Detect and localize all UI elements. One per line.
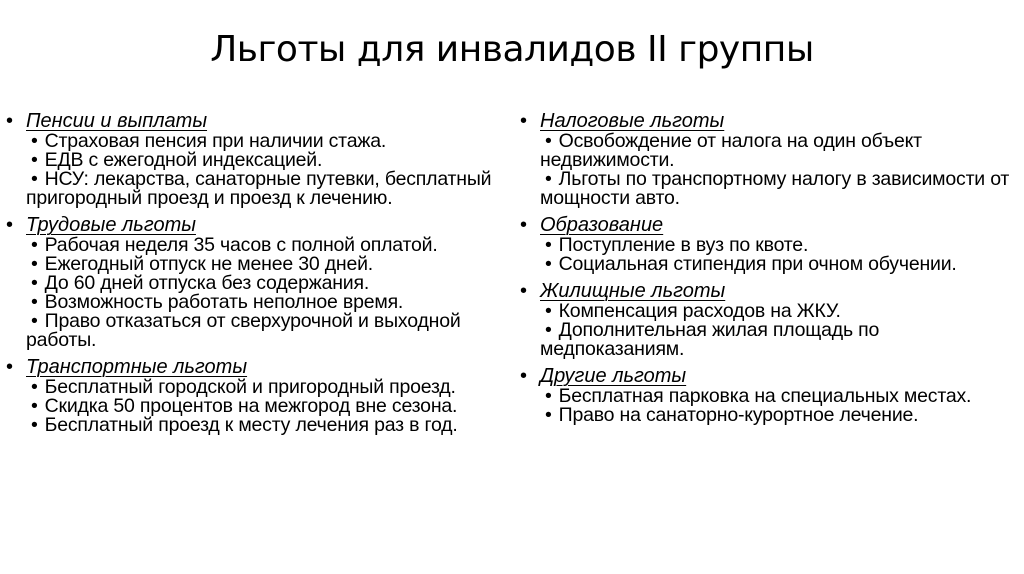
list-item: • Страховая пенсия при наличии стажа. — [31, 130, 387, 152]
list-item: • Рабочая неделя 35 часов с полной оплатой. — [31, 234, 438, 256]
section-bullet: • — [6, 214, 14, 236]
left-column — [6, 110, 506, 441]
list-item: • Компенсация расходов на ЖКУ. — [545, 300, 841, 322]
section-heading: Жилищные льготы — [540, 280, 726, 302]
section-heading: Транспортные льготы — [26, 356, 248, 378]
section-bullet: • — [520, 110, 528, 132]
section-pensions — [6, 110, 506, 208]
section-bullet: • — [6, 356, 14, 378]
list-item: • Льготы по транспортному налогу в зависимости от мощности авто. — [540, 168, 1010, 209]
section-heading: Образование — [540, 214, 664, 236]
list-item: • Право отказаться от сверхурочной и выходной работы. — [26, 310, 461, 351]
list-item: • ЕДВ с ежегодной индексацией. — [31, 149, 323, 171]
section-other — [520, 365, 1020, 425]
list-item: • Ежегодный отпуск не менее 30 дней. — [31, 253, 374, 275]
page-title: Льготы для инвалидов II группы — [210, 29, 814, 70]
section-bullet: • — [520, 214, 528, 236]
list-item: • НСУ: лекарства, санаторные путевки, бесплатный пригородный проезд и проезд к лечению. — [26, 168, 492, 209]
list-item: • Бесплатная парковка на специальных местах. — [545, 385, 972, 407]
list-item: • До 60 дней отпуска без содержания. — [31, 272, 370, 294]
list-item: • Освобождение от налога на один объект недвижимости. — [540, 130, 922, 171]
section-heading: Трудовые льготы — [26, 214, 196, 236]
section-bullet: • — [520, 365, 528, 387]
list-item: • Социальная стипендия при очном обучении. — [545, 253, 957, 275]
list-item: • Скидка 50 процентов на межгород вне сезона. — [31, 395, 458, 417]
section-transport — [6, 356, 506, 435]
section-bullet: • — [6, 110, 14, 132]
section-heading: Пенсии и выплаты — [26, 110, 208, 132]
list-item: • Бесплатный городской и пригородный проезд. — [31, 376, 456, 398]
list-item: • Поступление в вуз по квоте. — [545, 234, 809, 256]
section-labor — [6, 214, 506, 350]
section-education — [520, 214, 1020, 274]
section-heading: Другие льготы — [540, 365, 687, 387]
section-tax — [520, 110, 1020, 208]
right-column — [520, 110, 1020, 431]
section-housing — [520, 280, 1020, 359]
list-item: • Возможность работать неполное время. — [31, 291, 404, 313]
list-item: • Дополнительная жилая площадь по медпоказаниям. — [540, 319, 880, 360]
section-bullet: • — [520, 280, 528, 302]
list-item: • Право на санаторно-курортное лечение. — [545, 404, 919, 426]
list-item: • Бесплатный проезд к месту лечения раз в год. — [31, 414, 458, 436]
section-heading: Налоговые льготы — [540, 110, 725, 132]
